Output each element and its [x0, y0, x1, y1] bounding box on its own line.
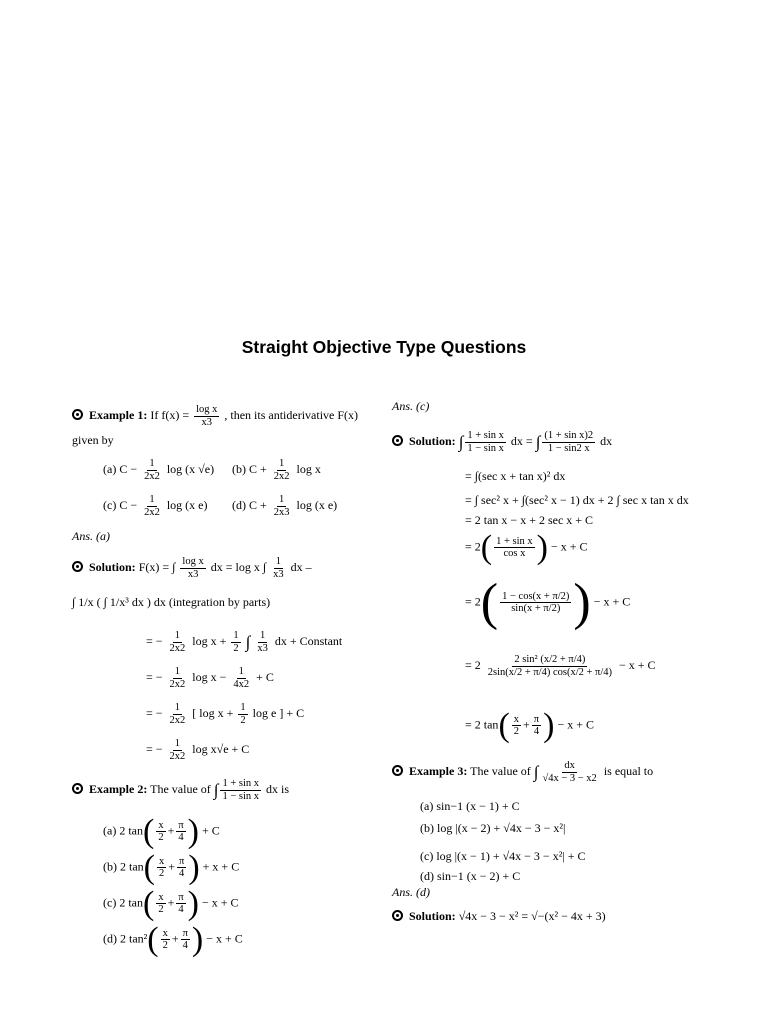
- solution-line: Solution: F(x) = ∫ $\frac{\text{log x}}{x3}$ dx = log x ∫ $\frac{1}{x3}$ dx –: [72, 556, 312, 580]
- option-b: (b) C + $\frac{1}{2x2}$ log x: [232, 458, 321, 482]
- answer: Ans. (d): [392, 885, 430, 899]
- answer: Ans. (c): [392, 399, 430, 413]
- page-title: Straight Objective Type Questions: [241, 337, 527, 357]
- solution-step: = 2( $\frac{1 - \cos(x + \pi/2)}{\sin(x + \pi/2)}$ ) − x + C: [465, 574, 631, 631]
- bullet-icon: [72, 561, 83, 572]
- solution-line: ∫ 1/x ( ∫ 1/x³ dx ) dx (integration by parts): [72, 595, 271, 609]
- solution-step: = − $\frac{1}{2x2}$ log x√e + C: [146, 738, 250, 762]
- stem-text: If f(x) =: [150, 407, 190, 422]
- option-d: (d) 2 tan²( $\frac{x}{2}$ + $\frac{\pi}{4}$ ) − x + C: [103, 921, 243, 958]
- option-b: (b) log |(x − 2) + √4x − 3 − x²|: [420, 821, 566, 835]
- example-1-stem-cont: given by: [72, 433, 114, 447]
- bullet-icon: [392, 765, 403, 776]
- example-1-stem: [72, 404, 358, 428]
- option-c: (c) 2 tan( $\frac{x}{2}$ + $\frac{\pi}{4}$ ) − x + C: [103, 885, 239, 922]
- option-b: (b) 2 tan( $\frac{x}{2}$ + $\frac{\pi}{4}$ ) + x + C: [103, 849, 240, 886]
- example-3-stem: Example 3: The value of ∫ $\frac{dx}{√4x - 3 - x2}$ is equal to: [392, 760, 653, 784]
- solution-step: = 2( $\frac{\text{1 + sin x}}{\text{cos x}}$ ) − x + C: [465, 529, 588, 566]
- answer: Ans. (a): [72, 529, 110, 543]
- solution-line: Solution: √4x − 3 − x² = √−(x² − 4x + 3): [392, 910, 606, 922]
- bullet-icon: [392, 435, 403, 446]
- solution-line: Solution: ∫ $\frac{\text{1 + sin x}}{\text{1 − sin x}}$ dx = ∫ $\frac{\text{(1 + sin x)2}}{1 - \sin 2 x}$ dx: [392, 430, 612, 454]
- solution-step: = − $\frac{1}{2x2}$ log x + $\frac{1}{2}$ ∫ $\frac{1}{x3}$ dx + Constant: [146, 630, 343, 654]
- example-label: Example 1:: [89, 407, 148, 422]
- option-a: (a) sin−1 (x − 1) + C: [420, 799, 520, 813]
- option-c: (c) log |(x − 1) + √4x − 3 − x²| + C: [420, 849, 586, 863]
- option-c: (c) C − $\frac{1}{2x2}$ log (x e): [103, 494, 208, 518]
- solution-step: = 2 tan x − x + 2 sec x + C: [465, 513, 594, 527]
- option-d: (d) C + $\frac{1}{2x3}$ log (x e): [232, 494, 338, 518]
- solution-step: = ∫ sec² x + ∫(sec² x − 1) dx + 2 ∫ sec x tan x dx: [465, 493, 689, 507]
- option-a: (a) C − $\frac{1}{2x2}$ log (x √e): [103, 458, 215, 482]
- solution-step: = − $\frac{1}{2x2}$ [ log x + $\frac{1}{2}$ log e ] + C: [146, 702, 305, 726]
- bullet-icon: [392, 910, 403, 921]
- bullet-icon: [72, 409, 83, 420]
- bullet-icon: [72, 783, 83, 794]
- stem-text: , then its antiderivative F(x): [224, 407, 359, 422]
- solution-step: = − $\frac{1}{2x2}$ log x − $\frac{1}{4x2}$ + C: [146, 666, 274, 690]
- solution-step: = 2 tan( $\frac{x}{2}$ + $\frac{\pi}{4}$ ) − x + C: [465, 707, 594, 744]
- option-a: (a) 2 tan( $\frac{x}{2}$ + $\frac{\pi}{4}$ ) + C: [103, 813, 220, 850]
- fraction: $\frac{\text{log x}}{x3}$: [196, 404, 218, 428]
- option-d: (d) sin−1 (x − 2) + C: [420, 869, 521, 883]
- solution-step: = 2 $\frac{\text{2 sin² (x/2 + π/4)}}{2\sin(x/2 + \pi/4) \cos(x/2 + \pi/4)}$ − x + C: [465, 654, 656, 678]
- solution-step: = ∫(sec x + tan x)² dx: [465, 469, 566, 483]
- example-2-stem: Example 2: The value of ∫ $\frac{\text{1 + sin x}}{\text{1 − sin x}}$ dx is: [72, 778, 289, 802]
